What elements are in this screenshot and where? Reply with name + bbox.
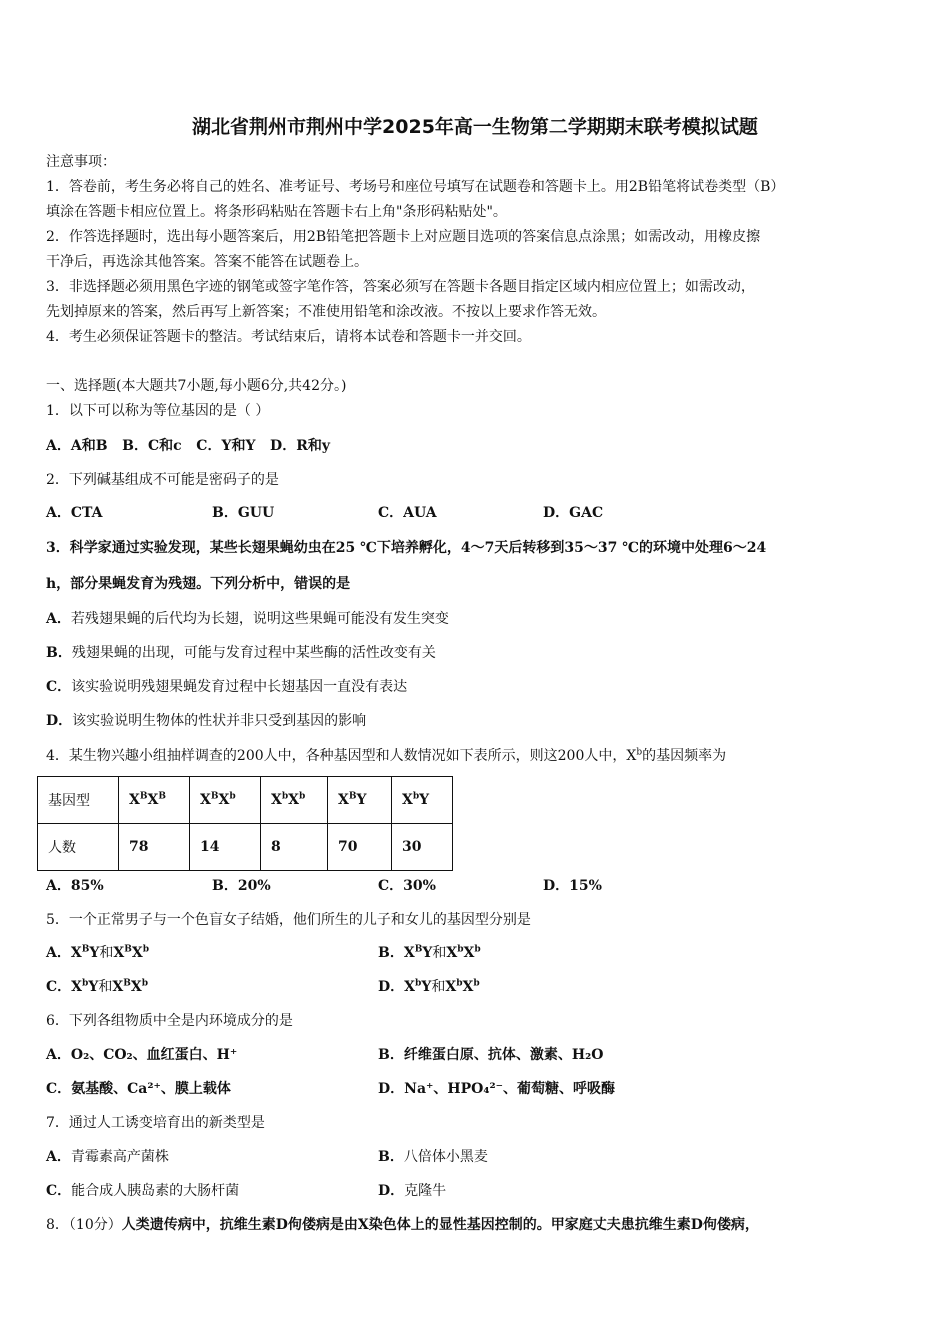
q3-option-c [46,677,407,697]
q7-option-a [46,1147,169,1167]
q4-option-a: A．85% [46,878,104,894]
genotype-base: X [200,792,211,808]
q8-text: 人类遗传病中，抗维生素D佝偻病是由X染色体上的显性基因控制的。甲家庭丈夫患抗维生素D佝偻病， [121,1217,759,1233]
q4-stem-superscript: b [636,747,643,758]
genotype-base: X [338,792,349,808]
q3-option-a-letter: A． [46,611,71,627]
table-row [38,777,453,824]
genotype-table [37,776,453,871]
genotype-base: X [218,792,230,808]
q2-option-d [543,503,603,523]
q3-option-a [46,609,449,629]
q6-option-d-letter: D． [378,1081,405,1097]
q5-option-a-letter: A． [46,945,71,961]
q6-option-d [378,1079,615,1099]
q3-option-b-letter: B． [46,645,72,661]
q2-option-b [212,503,274,523]
genotype-sup: b [281,791,289,802]
genotype-sup: B [158,791,166,802]
q5-option-a: A．$X^BY$和$X^BX^b$ [46,944,150,961]
notice-line-4: 干净后，再选涂其他答案。答案不能答在试题卷上。 [46,254,368,270]
genotype-cell [261,777,328,824]
q2-option-b-letter: B． [212,505,238,521]
genotype-sup: b [412,791,420,802]
q7-option-c-text: 能合成人胰岛素的大肠杆菌 [71,1183,240,1199]
notice-line-3: 2．作答选择题时，选出每小题答案后，用2B铅笔把答题卡上对应题目选项的答案信息点涂黑；如需改动，用橡皮擦 [46,229,761,245]
q5-and: 和 [99,945,114,961]
genotype-base: X [288,792,300,808]
q2-option-a [46,503,103,523]
q7-option-b-letter: B． [378,1149,404,1165]
q5-option-d-letter: D． [378,979,405,995]
q6-option-c [46,1079,231,1099]
genotype-sup: B [139,791,148,802]
q7-option-a-text: 青霉素高产菌株 [70,1149,169,1165]
q6-option-b [378,1045,603,1065]
q7-option-c [46,1181,239,1201]
q7-option-b [378,1147,488,1167]
q3-option-d [46,711,366,731]
genotype-base: Y [419,792,430,808]
notice-line-7: 4．考生必须保证答题卡的整洁。考试结束后，请将本试卷和答题卡一并交回。 [46,329,531,345]
notice-heading: 注意事项： [46,154,116,170]
q5-option-d: D．$X^bY$和$X^bX^b$ [378,978,480,995]
notice-line-2: 填涂在答题卡相应位置上。将条形码粘贴在答题卡右上角"条形码粘贴处"。 [46,204,507,220]
q5-option-c-letter: C． [46,979,72,995]
genotype-sup: b [229,791,236,802]
q2-option-b-text: GUU [237,505,275,521]
q3-option-d-text: 该实验说明生物体的性状并非只受到基因的影响 [72,713,367,729]
q5-stem: 5．一个正常男子与一个色盲女子结婚，他们所生的儿子和女儿的基因型分别是 [46,912,531,928]
q2-option-c [378,503,437,523]
q4-stem-part-2: 的基因频率为 [642,748,727,764]
q1-options: A．A和B B．C和c C．Y和Y D．R和y [46,438,330,454]
genotype-base: X [147,792,159,808]
q4-stem-part-1: 4．某生物兴趣小组抽样调查的200人中，各种基因型和人数情况如下表所示，则这200人中，X [46,748,637,764]
notice-line-6: 先划掉原来的答案，然后再写上新答案；不准使用铅笔和涂改液。不按以上要求作答无效。 [46,304,606,320]
q1-stem: 1．以下可以称为等位基因的是（ ） [46,403,270,419]
q7-stem: 7．通过人工诱变培育出的新类型是 [46,1115,265,1131]
genotype-cell [190,777,261,824]
count-cell: 30 [392,824,453,871]
q3-option-b-text: 残翅果蝇的出现，可能与发育过程中某些酶的活性改变有关 [71,645,436,661]
q5-and: 和 [432,945,447,961]
table-header-genotype: 基因型 [38,777,119,824]
q3-option-a-text: 若残翅果蝇的后代均为长翅，说明这些果蝇可能没有发生突变 [70,611,449,627]
q2-option-c-letter: C． [378,505,404,521]
genotype-cell [328,777,392,824]
q4-option-d: D．15% [543,878,602,894]
q6-option-c-text: 氨基酸、Ca²⁺、膜上载体 [71,1081,231,1097]
q6-option-d-text: Na⁺、HPO₄²⁻、葡萄糖、呼吸酶 [404,1081,616,1097]
q5-option-b: B．$X^BY$和$X^bX^b$ [378,944,481,961]
q6-option-c-letter: C． [46,1081,72,1097]
genotype-base: X [402,792,413,808]
q6-option-b-letter: B． [378,1047,404,1063]
q2-option-a-letter: A． [46,505,71,521]
notice-line-1: 1．答卷前，考生务必将自己的姓名、准考证号、考场号和座位号填写在试题卷和答题卡上。用2B铅笔将试卷类型（B） [46,179,785,195]
q4-stem [46,746,726,766]
q2-option-c-text: AUA [403,505,437,521]
genotype-sup: B [210,791,219,802]
q7-option-c-letter: C． [46,1183,72,1199]
q6-option-a [46,1045,237,1065]
count-cell: 70 [328,824,392,871]
q7-option-d [378,1181,446,1201]
q5-and: 和 [431,979,446,995]
q2-stem: 2．下列碱基组成不可能是密码子的是 [46,472,279,488]
notice-line-5: 3．非选择题必须用黑色字迹的钢笔或签字笔作答，答案必须写在答题卡各题目指定区域内相应位置上；如需改动， [46,279,755,295]
count-cell: 78 [119,824,190,871]
genotype-cell [119,777,190,824]
q3-option-c-text: 该实验说明残翅果蝇发育过程中长翅基因一直没有表达 [71,679,408,695]
q7-option-b-text: 八倍体小黑麦 [403,1149,488,1165]
q3-option-c-letter: C． [46,679,72,695]
genotype-cell [392,777,453,824]
table-header-count: 人数 [38,824,119,871]
genotype-sup: B [348,791,357,802]
page-title: 湖北省荆州市荆州中学2025年高一生物第二学期期末联考模拟试题 [192,116,758,138]
q3-stem-line-2: h，部分果蝇发育为残翅。下列分析中，错误的是 [46,576,351,592]
q4-option-c: C．30% [378,878,436,894]
count-cell: 8 [261,824,328,871]
q3-stem-line-1: 3．科学家通过实验发现，某些长翅果蝇幼虫在25 ℃下培养孵化，4～7天后转移到35～37 ℃的环境中处理6～24 [46,540,767,556]
genotype-base: X [271,792,282,808]
q7-option-a-letter: A． [46,1149,71,1165]
q2-option-d-text: GAC [569,505,604,521]
q8-stem [46,1215,759,1235]
genotype-sup: b [299,791,306,802]
q5-option-b-letter: B． [378,945,404,961]
table-row [38,824,453,871]
q2-option-d-letter: D． [543,505,570,521]
count-cell: 14 [190,824,261,871]
q3-option-d-letter: D． [46,713,73,729]
q6-option-a-text: O₂、CO₂、血红蛋白、H⁺ [70,1047,238,1063]
q7-option-d-text: 克隆牛 [404,1183,447,1199]
q6-option-a-letter: A． [46,1047,71,1063]
genotype-base: X [129,792,140,808]
genotype-base: Y [356,792,367,808]
q5-and: 和 [98,979,113,995]
section-heading: 一、选择题(本大题共7小题,每小题6分,共42分。) [46,378,347,394]
q7-option-d-letter: D． [378,1183,405,1199]
q8-number: 8．（10分） [46,1217,122,1233]
q2-option-a-text: CTA [70,505,103,521]
q4-option-b: B．20% [212,878,271,894]
q5-option-c: C．$X^bY$和$X^BX^b$ [46,978,148,995]
q6-stem: 6．下列各组物质中全是内环境成分的是 [46,1013,293,1029]
q6-option-b-text: 纤维蛋白原、抗体、激素、H₂O [403,1047,604,1063]
q3-option-b [46,643,436,663]
